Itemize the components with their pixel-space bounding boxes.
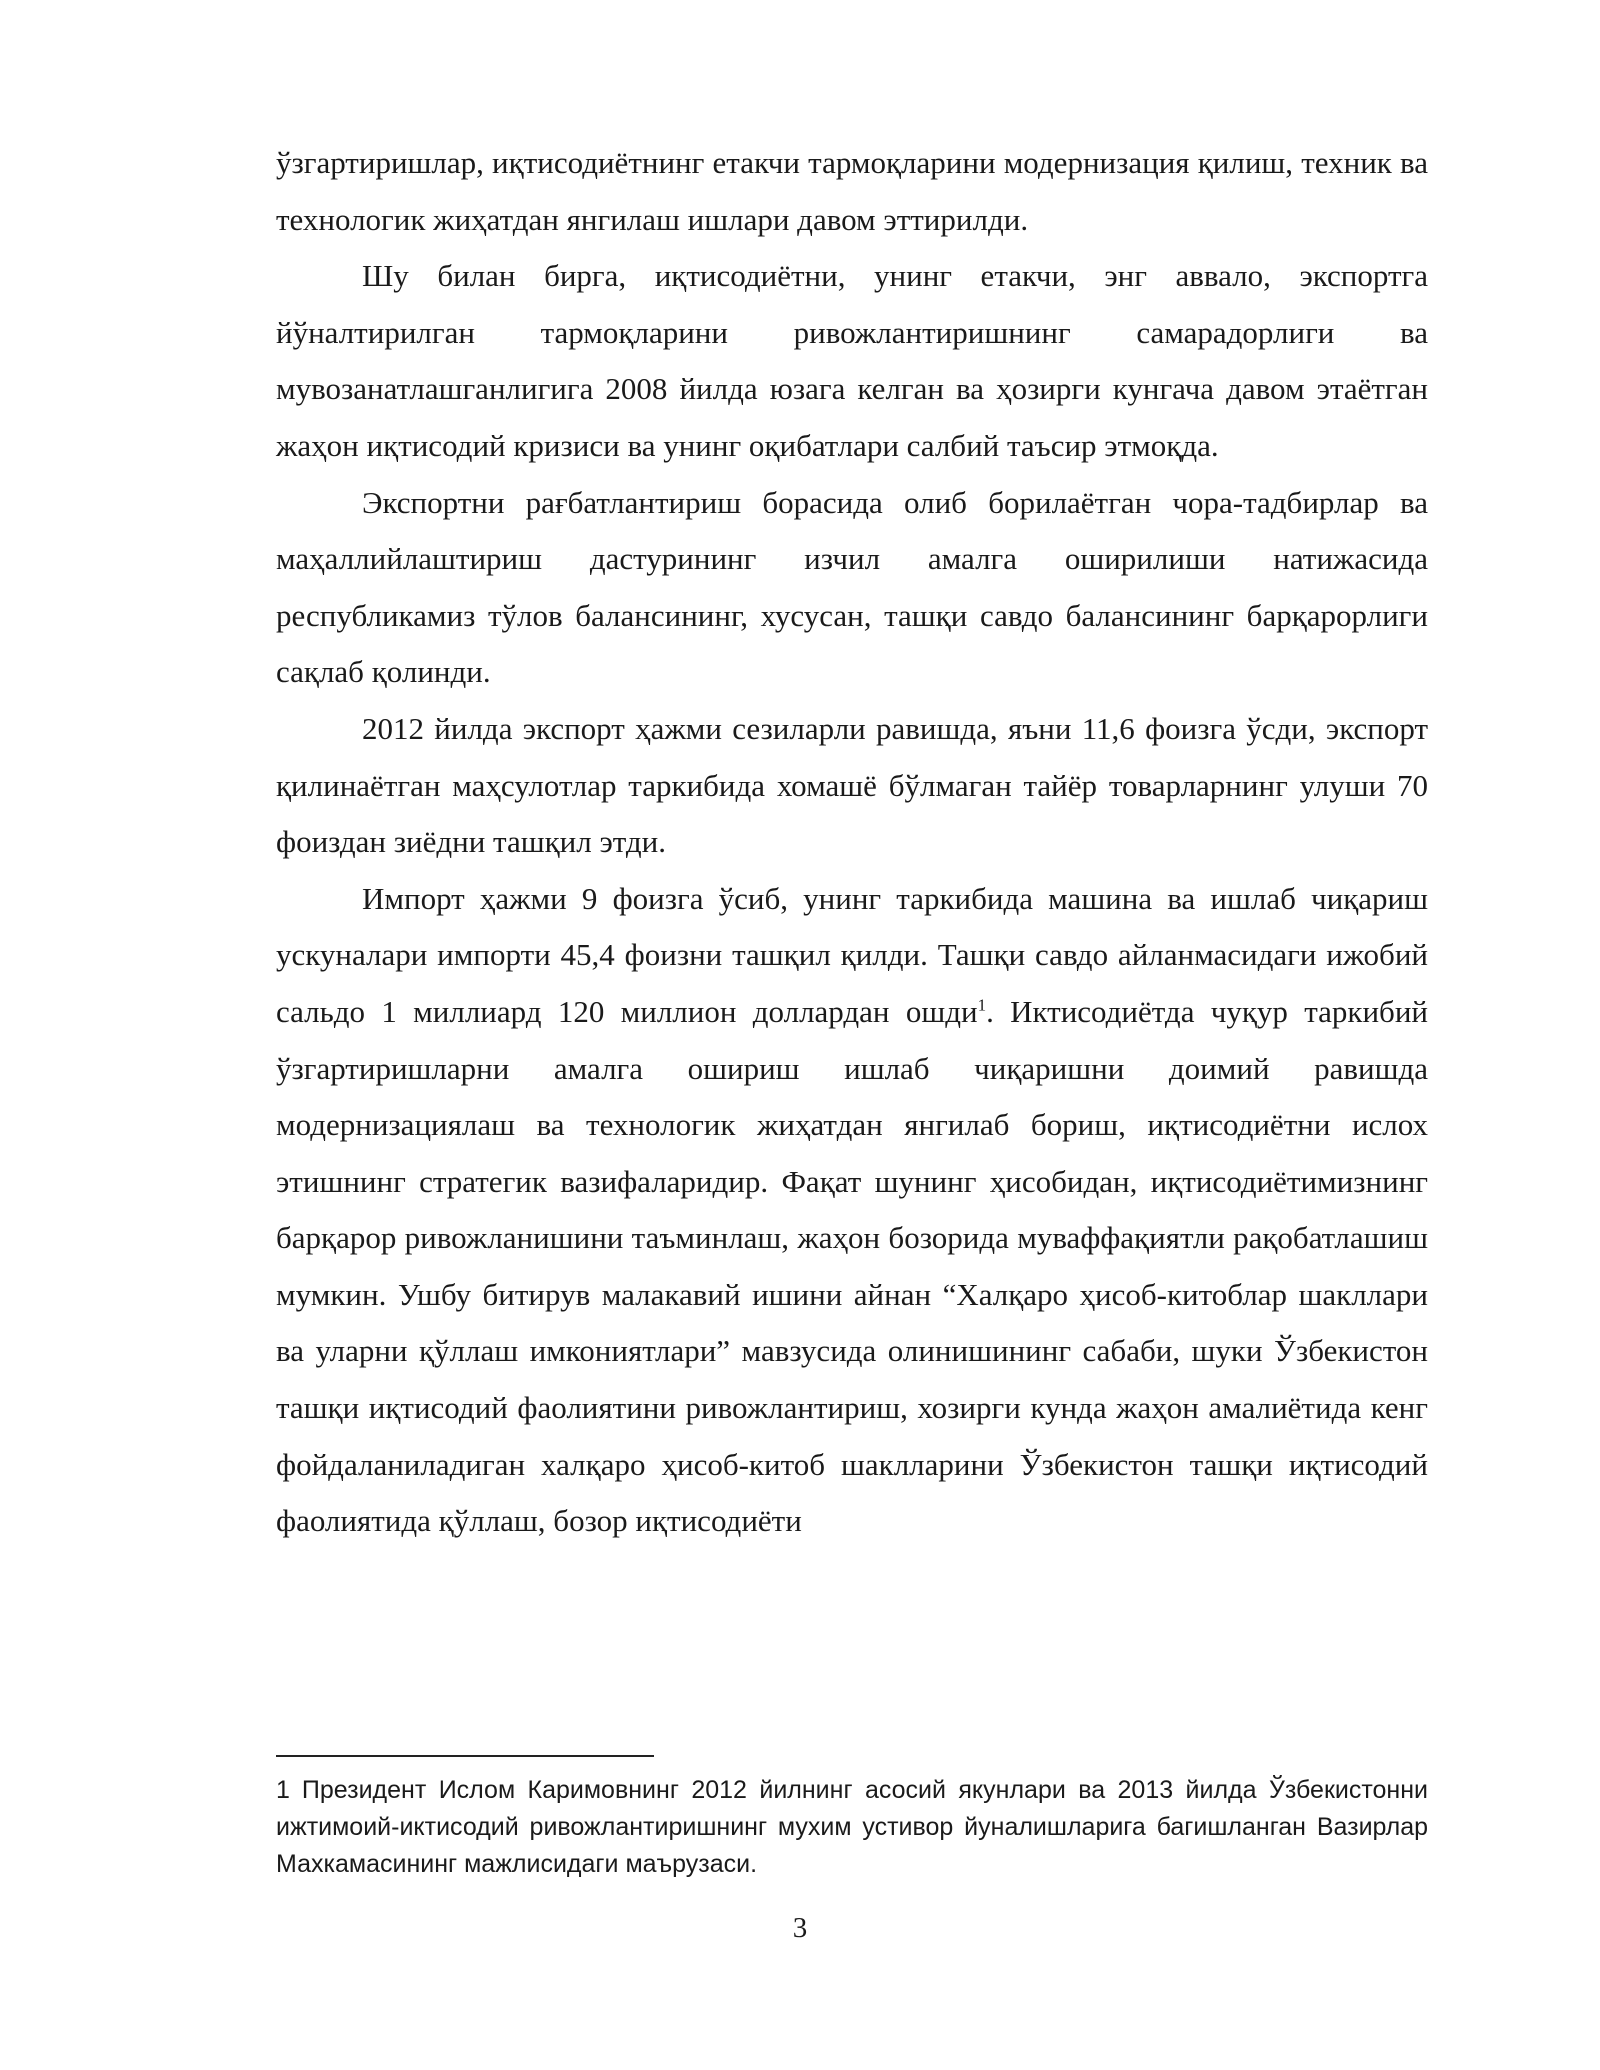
- footnote-reference[interactable]: 1: [977, 995, 987, 1015]
- footnote: [276, 1772, 1428, 1883]
- paragraph-3: Экспортни рағбатлантириш борасида олиб борилаётган чора-тадбирлар ва маҳаллийлаштириш дастурининг изчил амалга оширилиши натижасида республикамиз тўлов балансининг, хусусан, ташқи савдо балансининг барқарорлиги сақлаб қолинди.: [276, 484, 1428, 690]
- footnote-mark: 1: [276, 1776, 290, 1804]
- paragraph-2: Шу билан бирга, иқтисодиётни, унинг етакчи, энг аввало, экспортга йўналтирилган тармоқларини ривожлантиришнинг самарадорлиги ва мувозанатлашганлигига 2008 йилда юзага келган ва ҳозирги кунгача давом этаётган жаҳон иқтисодий кризиси ва унинг оқибатлари салбий таъсир этмоқда.: [276, 258, 1428, 463]
- body-text: [276, 135, 1428, 1550]
- paragraph-4: 2012 йилда экспорт ҳажми сезиларли равишда, яъни 11,6 фоизга ўсди, экспорт қилинаётган маҳсулотлар таркибида хомашё бўлмаган тайёр товарларнинг улуши 70 фоиздан зиёдни ташқил этди.: [276, 710, 1428, 860]
- footnote-separator: [276, 1755, 654, 1757]
- footnote-text: Президент Ислом Каримовнинг 2012 йилнинг асосий якунлари ва 2013 йилда Ўзбекистонни ижтимоий-иктисодий ривожлантиришнинг мухим устивор йуналишларига багишланган Вазирлар Махкамасининг мажлисидаги маърузаси.: [276, 1776, 1428, 1878]
- paragraph-1: ўзгартиришлар, иқтисодиётнинг етакчи тармоқларини модернизация қилиш, техник ва технологик жиҳатдан янгилаш ишлари давом эттирилди.: [276, 145, 1428, 237]
- page-number: 3: [792, 1912, 808, 1944]
- paragraph-5-after-note: . Иктисодиётда чуқур таркибий ўзгартиришларни амалга ошириш ишлаб чиқаришни доимий равишда модернизациялаш ва технологик жиҳатдан янгилаб бориш, иқтисодиётни ислох этишнинг стратегик вазифаларидир. Фақат шунинг ҳисобидан, иқтисодиётимизнинг барқарор ривожланишини таъминлаш, жаҳон бозорида муваффақиятли рақобатлашиш мумкин. Ушбу битирув малакавий ишини айнан “Халқаро ҳисоб-китоблар шакллари ва уларни қўллаш имкониятлари” мавзусида олинишининг сабаби, шуки Ўзбекистон ташқи иқтисодий фаолиятини ривожлантириш, хозирги кунда жаҳон амалиётида кенг фойдаланиладиган халқаро ҳисоб-китоб шаклларини Ўзбекистон ташқи иқтисодий фаолиятида қўллаш, бозор иқтисодиёти: [276, 993, 1428, 1539]
- paragraph-5: [276, 871, 1428, 1550]
- paragraph-5-before-note: Импорт ҳажми 9 фоизга ўсиб, унинг таркибида машина ва ишлаб чиқариш ускуналари импорти 45,4 фоизни ташқил қилди. Ташқи савдо айланмасидаги ижобий сальдо 1 миллиард 120 миллион доллардан ошди: [276, 880, 1428, 1029]
